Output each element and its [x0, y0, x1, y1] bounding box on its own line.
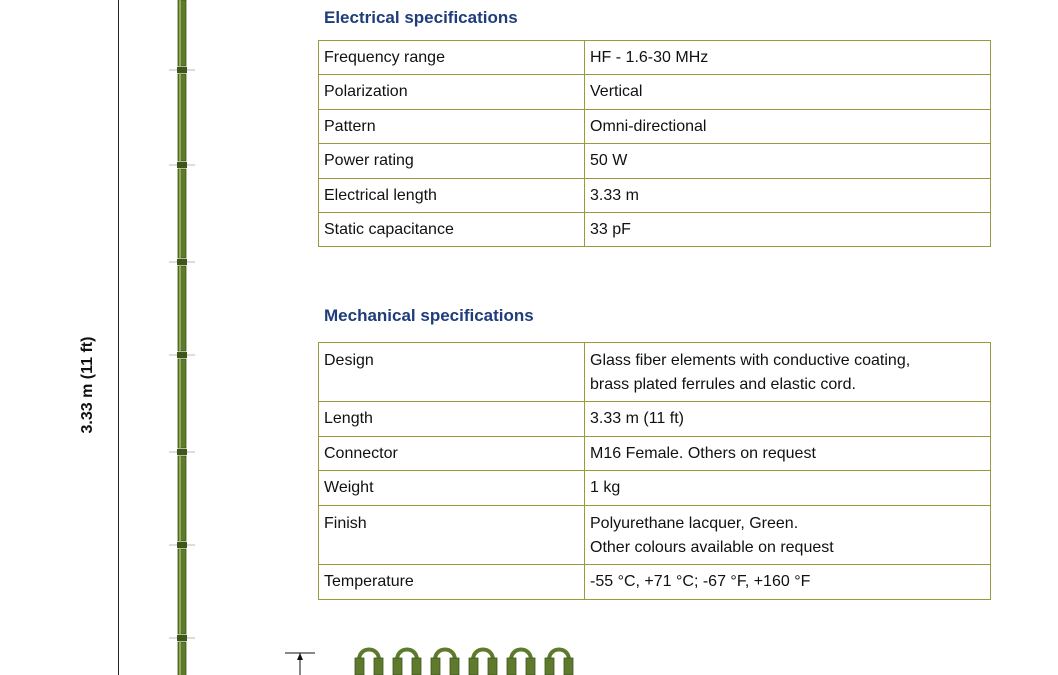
coil-segment — [355, 658, 364, 675]
spec-value — [585, 506, 991, 565]
spec-value: Vertical — [585, 75, 991, 110]
coil-segment — [526, 658, 535, 675]
spec-value-line: Polyurethane lacquer, Green. — [590, 515, 799, 532]
coil-segment — [545, 658, 554, 675]
table-row — [319, 402, 991, 437]
spec-value-line: Glass fiber elements with conductive coating, — [590, 352, 911, 369]
table-row — [319, 41, 991, 75]
antenna-segment-highlight — [179, 74, 181, 161]
antenna-segment-highlight — [179, 456, 181, 541]
dimension-label: 3.33 m (11 ft) — [79, 336, 96, 434]
table-row — [319, 179, 991, 213]
dimension-line — [118, 0, 119, 675]
spec-key: Pattern — [319, 110, 585, 144]
antenna-ferrule — [177, 449, 187, 455]
antenna-ferrule — [177, 67, 187, 73]
table-row — [319, 343, 991, 402]
table-row — [319, 506, 991, 565]
spec-key: Static capacitance — [319, 213, 585, 247]
antenna-ferrule — [177, 259, 187, 265]
table-row — [319, 75, 991, 110]
antenna-illustration — [160, 0, 205, 675]
antenna-ferrule — [177, 352, 187, 358]
table-row — [319, 471, 991, 506]
spec-key: Weight — [319, 471, 585, 506]
table-row — [319, 565, 991, 600]
spec-value: Omni-directional — [585, 110, 991, 144]
spec-key: Electrical length — [319, 179, 585, 213]
spec-value: HF - 1.6-30 MHz — [585, 41, 991, 75]
coil-segment — [393, 658, 402, 675]
antenna-segment-highlight — [179, 169, 181, 258]
antenna-segment-highlight — [179, 549, 181, 634]
spec-value: 50 W — [585, 144, 991, 179]
electrical-title: Electrical specifications — [324, 8, 518, 27]
coiled-antenna-illustration — [280, 640, 600, 675]
spec-value: 1 kg — [585, 471, 991, 506]
spec-key: Polarization — [319, 75, 585, 110]
spec-value: M16 Female. Others on request — [585, 437, 991, 471]
coil-segment — [469, 658, 478, 675]
spec-value: -55 °C, +71 °C; -67 °F, +160 °F — [585, 565, 991, 600]
antenna-ferrule — [177, 635, 187, 641]
antenna-ferrule — [177, 542, 187, 548]
spec-value: 33 pF — [585, 213, 991, 247]
arrow-head-icon — [297, 653, 303, 660]
antenna-ferrule — [177, 162, 187, 168]
electrical-table — [318, 40, 991, 247]
coil-segment — [412, 658, 421, 675]
mechanical-title: Mechanical specifications — [324, 306, 534, 325]
coil-segment — [564, 658, 573, 675]
coil-segment — [507, 658, 516, 675]
coil-segment — [431, 658, 440, 675]
antenna-segment-highlight — [179, 642, 181, 675]
spec-value: 3.33 m — [585, 179, 991, 213]
coil-segment — [374, 658, 383, 675]
spec-value: 3.33 m (11 ft) — [585, 402, 991, 437]
mechanical-table — [318, 342, 991, 600]
table-row — [319, 213, 991, 247]
coil-segment — [450, 658, 459, 675]
spec-key: Temperature — [319, 565, 585, 600]
spec-value-line: Other colours available on request — [590, 539, 834, 556]
spec-key: Power rating — [319, 144, 585, 179]
coil-segment — [488, 658, 497, 675]
antenna-segment-highlight — [179, 266, 181, 351]
table-row — [319, 437, 991, 471]
table-row — [319, 144, 991, 179]
spec-value-line: brass plated ferrules and elastic cord. — [590, 376, 856, 393]
antenna-segment-highlight — [179, 359, 181, 448]
table-row — [319, 110, 991, 144]
spec-key: Length — [319, 402, 585, 437]
spec-value — [585, 343, 991, 402]
spec-key: Connector — [319, 437, 585, 471]
spec-key: Design — [319, 343, 585, 402]
antenna-segment-highlight — [179, 0, 181, 66]
spec-key: Finish — [319, 506, 585, 565]
spec-key: Frequency range — [319, 41, 585, 75]
